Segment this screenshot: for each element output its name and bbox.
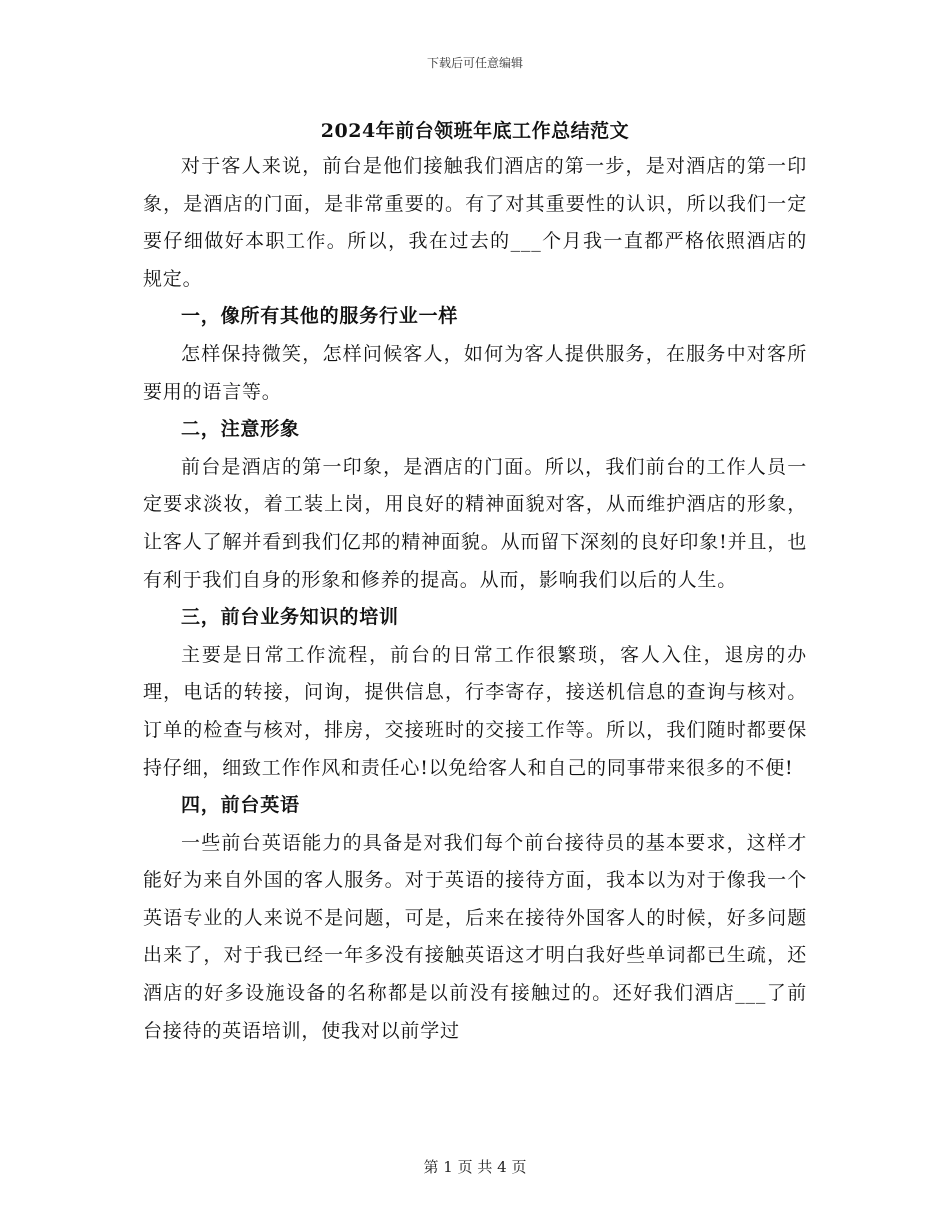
page-header-note: 下载后可任意编辑 [426, 56, 523, 70]
intro-paragraph: 对于客人来说，前台是他们接触我们酒店的第一步，是对酒店的第一印象，是酒店的门面，是非常重要的。有了对其重要性的认识，所以我们一定要仔细做好本职工作。所以，我在过去的___个月我一直都严格依照酒店的规定。 [143, 155, 807, 290]
section-body-4: 一些前台英语能力的具备是对我们每个前台接待员的基本要求，这样才能好为来自外国的客人服务。对于英语的接待方面，我本以为对于像我一个英语专业的人来说不是问题，可是，后来在接待外国客人的时候，好多问题出来了，对于我已经一年多没有接触英语这才明白我好些单词都已生疏，还酒店的好多设施设备的名称都是以前没有接触过的。还好我们酒店___了前台接待的英语培训，使我对以前学过 [143, 831, 807, 1042]
section-heading-1: 一，像所有其他的服务行业一样 [181, 305, 459, 328]
section-body-3: 主要是日常工作流程，前台的日常工作很繁琐，客人入住，退房的办理，电话的转接，问询，提供信息，行李寄存，接送机信息的查询与核对。订单的检查与核对，排房，交接班时的交接工作等。所以，我们随时都要保持仔细，细致工作作风和责任心!以免给客人和自己的同事带来很多的不便! [143, 643, 807, 779]
document-title: 2024年前台领班年底工作总结范文 [320, 120, 630, 142]
document-body [143, 148, 807, 1050]
section-heading-3: 三，前台业务知识的培训 [181, 606, 399, 629]
section-heading-2: 二，注意形象 [181, 418, 300, 441]
section-body-2: 前台是酒店的第一印象，是酒店的门面。所以，我们前台的工作人员一定要求淡妆，着工装上岗，用良好的精神面貌对客，从而维护酒店的形象，让客人了解并看到我们亿邦的精神面貌。从而留下深刻的良好印象!并且，也有利于我们自身的形象和修养的提高。从而，影响我们以后的人生。 [143, 455, 807, 591]
section-body-1: 怎样保持微笑，怎样问候客人，如何为客人提供服务，在服务中对客所要用的语言等。 [143, 342, 807, 403]
page-number-footer: 第 1 页 共 4 页 [423, 1158, 527, 1176]
section-heading-4: 四，前台英语 [181, 794, 300, 817]
